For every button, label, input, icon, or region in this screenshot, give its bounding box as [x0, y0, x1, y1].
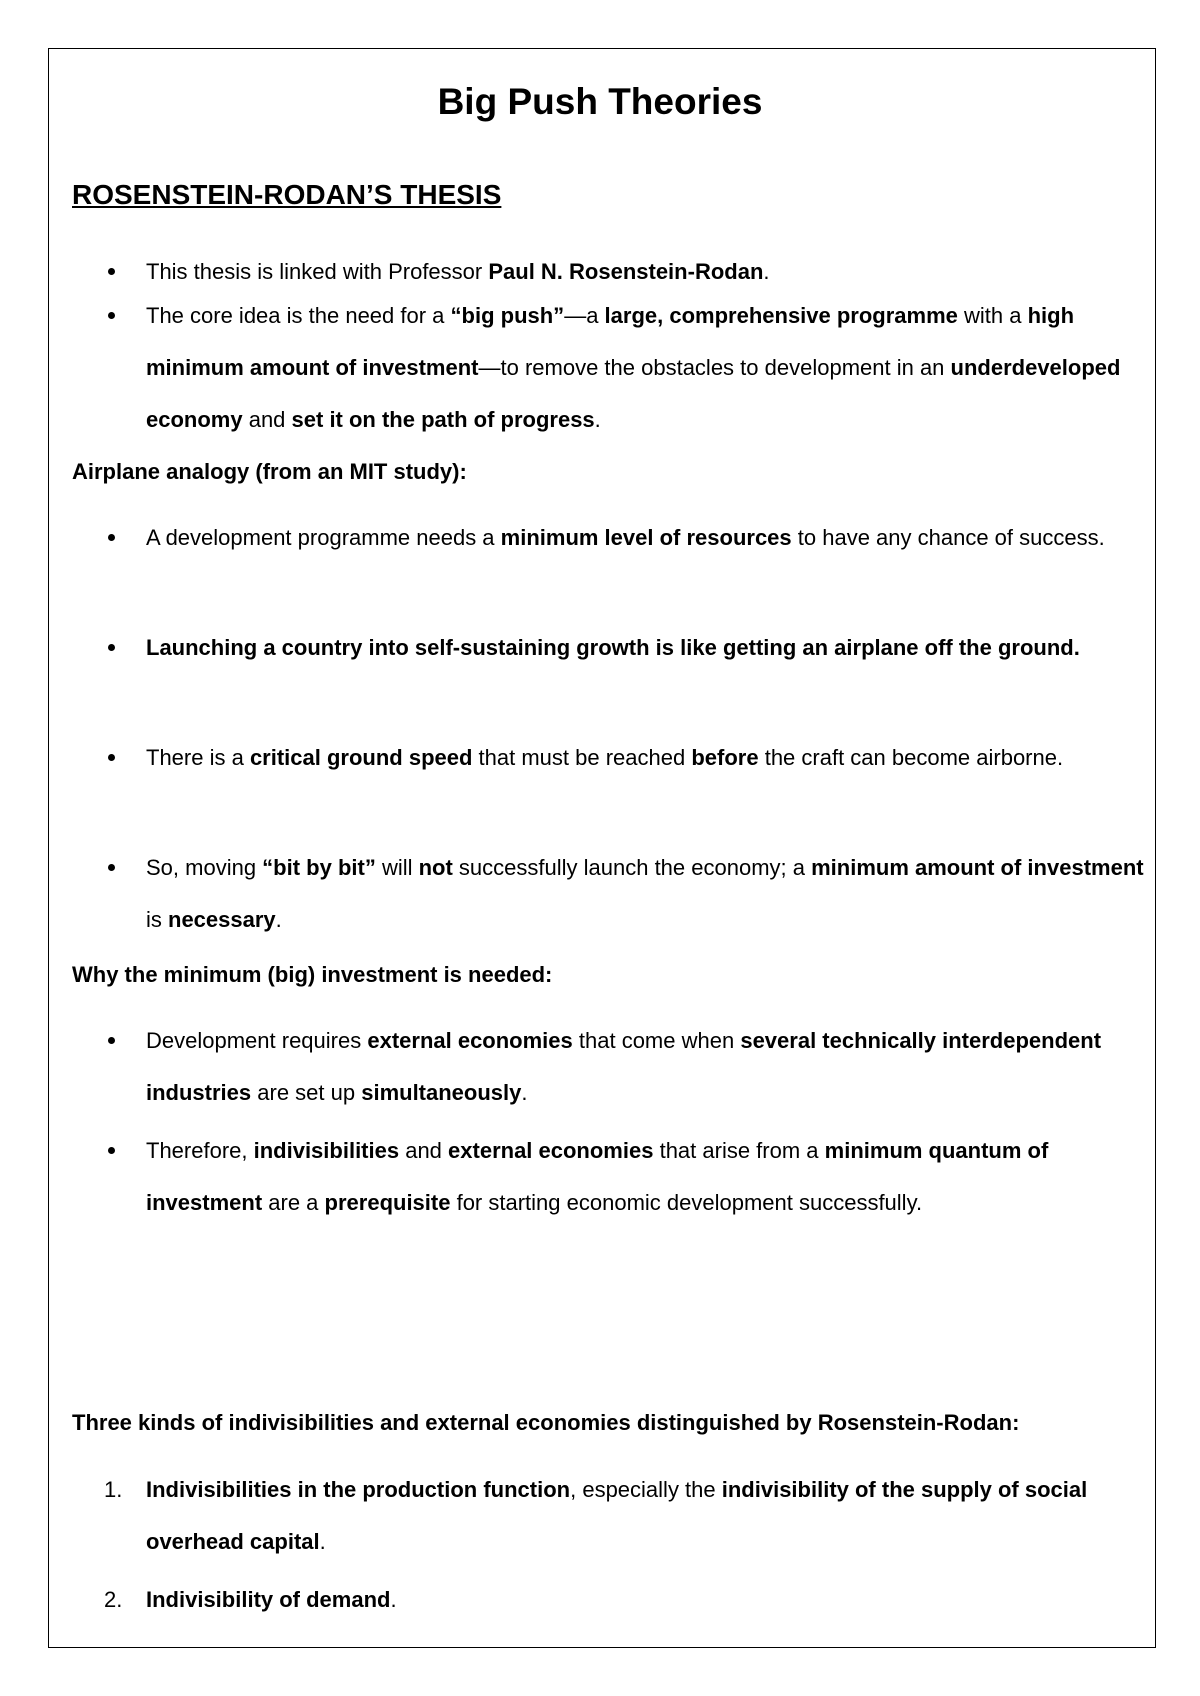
bold-text-run: high minimum amount of investment: [146, 303, 1075, 380]
numbered-item: [104, 1464, 1144, 1568]
text-run: with a: [957, 303, 1028, 328]
bold-text-run: external economies: [448, 1138, 654, 1163]
bullet-marker: [104, 1125, 140, 1177]
bullet-item: [104, 512, 1144, 564]
bullet-text: [146, 290, 1144, 446]
text-run: .: [763, 259, 770, 284]
bold-text-run: “big push”: [450, 303, 565, 328]
bullet-text: [146, 1015, 1144, 1119]
bold-text-run: Indivisibility of demand: [146, 1587, 391, 1612]
bold-text-run: underdeveloped economy: [146, 355, 1121, 432]
text-run: that arise from a: [653, 1138, 825, 1163]
text-run: .: [275, 907, 282, 932]
bold-text-run: not: [418, 855, 453, 880]
text-run: .: [594, 407, 601, 432]
bold-text-run: large, comprehensive programme: [604, 303, 958, 328]
text-run: So, moving: [146, 855, 263, 880]
numbered-text: [146, 1464, 1144, 1568]
bullet-marker: [104, 842, 140, 894]
page-title: Big Push Theories: [437, 81, 763, 122]
bullet-text: [146, 732, 1144, 784]
bold-text-run: external economies: [367, 1028, 573, 1053]
text-run: that must be reached: [472, 745, 692, 770]
text-run: Development requires: [146, 1028, 368, 1053]
text-run: are a: [262, 1190, 325, 1215]
bold-text-run: several technically interdependent industries: [146, 1028, 1102, 1105]
text-run: .: [521, 1080, 528, 1105]
bold-text-run: indivisibilities: [253, 1138, 400, 1163]
bullet-text: [146, 512, 1144, 564]
bold-text-run: set it on the path of progress: [291, 407, 595, 432]
bold-text-run: minimum quantum of investment: [146, 1138, 1049, 1215]
bullet-item: [104, 1125, 1144, 1229]
text-run: The core idea is the need for a: [146, 303, 451, 328]
bullet-marker: [104, 732, 140, 784]
bullet-item: [104, 622, 1144, 674]
bullet-marker: [104, 512, 140, 564]
text-run: to have any chance of success.: [791, 525, 1105, 550]
bold-text-run: prerequisite: [324, 1190, 451, 1215]
text-run: .: [390, 1587, 397, 1612]
text-run: Therefore,: [146, 1138, 254, 1163]
bullet-text: [146, 622, 1144, 674]
text-run: are set up: [251, 1080, 362, 1105]
text-run: This thesis is linked with Professor: [146, 259, 489, 284]
bold-text-run: simultaneously: [361, 1080, 522, 1105]
text-run: , especially the: [570, 1477, 722, 1502]
bold-text-run: Paul N. Rosenstein-Rodan: [488, 259, 764, 284]
bold-text-run: necessary: [168, 907, 276, 932]
number-marker: 1.: [104, 1477, 123, 1502]
bullet-marker: [104, 622, 140, 674]
text-run: —to remove the obstacles to development in an: [478, 355, 951, 380]
section-heading: ROSENSTEIN-RODAN’S THESIS: [72, 179, 502, 210]
bold-text-run: Launching a country into self-sustaining growth is like getting an airplane off the ground.: [146, 635, 1080, 660]
text-run: and: [242, 407, 292, 432]
bullet-item: [104, 1015, 1144, 1119]
numbered-item: [104, 1574, 1144, 1626]
text-run: .: [319, 1529, 326, 1554]
text-run: and: [399, 1138, 449, 1163]
subheading-why: Why the minimum (big) investment is needed:: [72, 962, 553, 987]
text-run: —a: [564, 303, 605, 328]
number-marker: 2.: [104, 1587, 123, 1612]
bold-text-run: minimum level of resources: [500, 525, 792, 550]
numbered-text: [146, 1574, 1144, 1626]
bullet-text: [146, 1125, 1144, 1229]
bold-text-run: critical ground speed: [249, 745, 473, 770]
text-run: will: [375, 855, 419, 880]
bold-text-run: Indivisibilities in the production function: [146, 1477, 571, 1502]
bold-text-run: minimum amount of investment: [811, 855, 1144, 880]
bullet-item: [104, 732, 1144, 784]
text-run: A development programme needs a: [146, 525, 501, 550]
bold-text-run: “bit by bit”: [262, 855, 376, 880]
text-run: that come when: [572, 1028, 741, 1053]
text-run: There is a: [146, 745, 250, 770]
bullet-marker: [104, 290, 140, 342]
text-run: the craft can become airborne.: [758, 745, 1064, 770]
bullet-item: [104, 842, 1144, 946]
text-run: for starting economic development successfully.: [450, 1190, 923, 1215]
bullet-text: [146, 842, 1144, 946]
text-run: successfully launch the economy; a: [452, 855, 812, 880]
bullet-marker: [104, 1015, 140, 1067]
subheading-three-kinds: Three kinds of indivisibilities and external economies distinguished by Rosenstein-Rodan:: [72, 1410, 1020, 1435]
subheading-airplane: Airplane analogy (from an MIT study):: [72, 459, 467, 484]
text-run: is: [146, 907, 168, 932]
bold-text-run: before: [691, 745, 759, 770]
bold-text-run: indivisibility of the supply of social overhead capital: [146, 1477, 1088, 1554]
bullet-item: [104, 290, 1144, 446]
